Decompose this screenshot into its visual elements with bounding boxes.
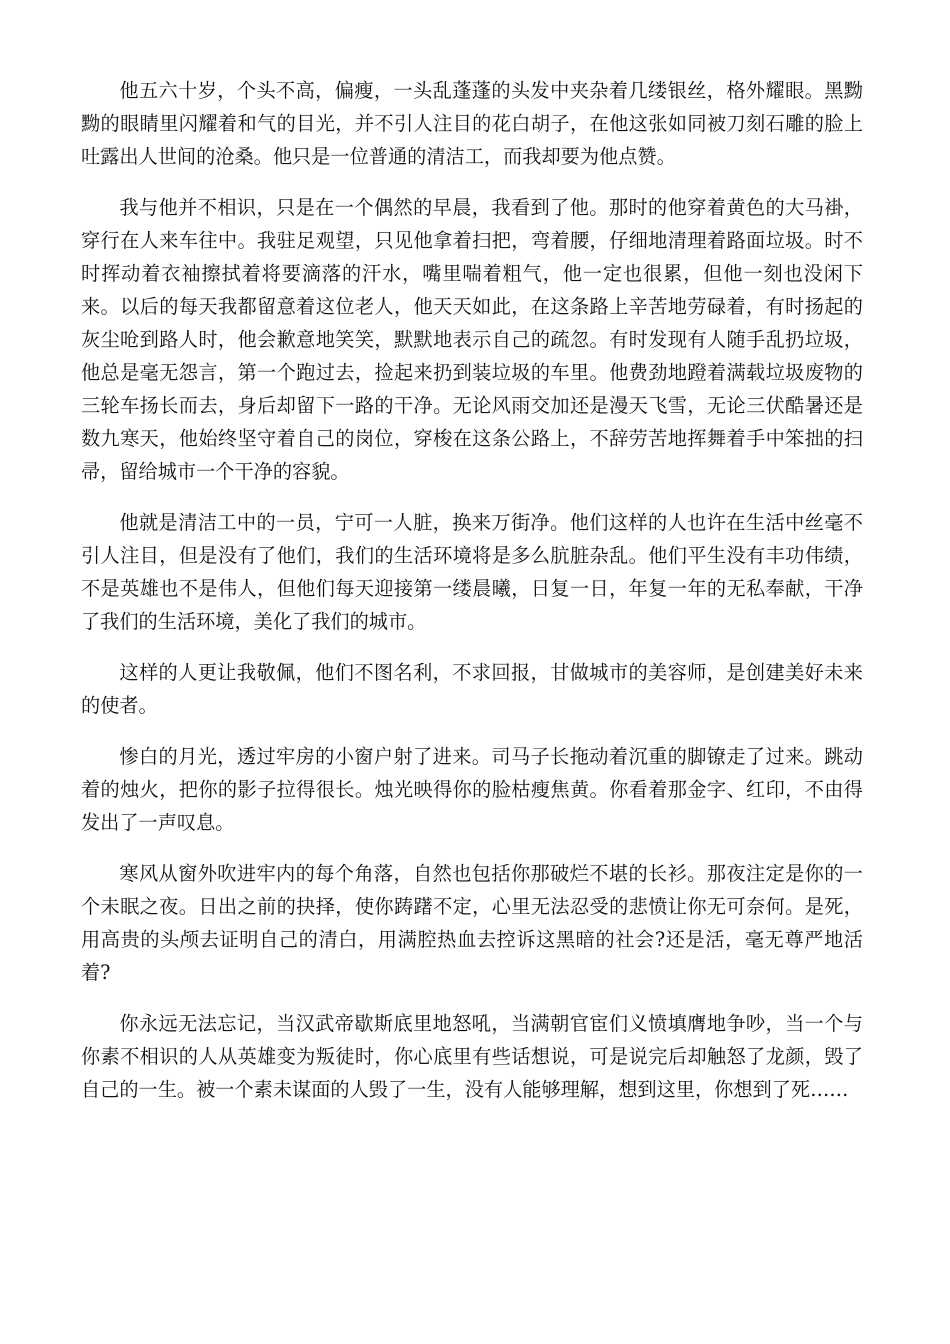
paragraph-4: 这样的人更让我敬佩，他们不图名利，不求回报，甘做城市的美容师，是创建美好未来的使者。 — [81, 661, 863, 717]
paragraph-2: 我与他并不相识，只是在一个偶然的早晨，我看到了他。那时的他穿着黄色的大马褂，穿行在人来车往中。我驻足观望，只见他拿着扫把，弯着腰，仔细地清理着路面垃圾。时不时挥动着衣袖擦拭着将要滴落的汗水，嘴里喘着粗气，他一定也很累，但他一刻也没闲下来。以后的每天我都留意着这位老人，他天天如此，在这条路上辛苦地劳碌着，有时扬起的灰尘呛到路人时，他会歉意地笑笑，默默地表示自己的疏忽。有时发现有人随手乱扔垃圾，他总是毫无怨言，第一个跑过去，捡起来扔到装垃圾的车里。他费劲地蹬着满载垃圾废物的三轮车扬长而去，身后却留下一路的干净。无论风雨交加还是漫天飞雪，无论三伏酷暑还是数九寒天，他始终坚守着自己的岗位，穿梭在这条公路上，不辞劳苦地挥舞着手中笨拙的扫帚，留给城市一个干净的容貌。 — [81, 196, 863, 483]
paragraph-6: 寒风从窗外吹进牢内的每个角落，自然也包括你那破烂不堪的长衫。那夜注定是你的一个未眠之夜。日出之前的抉择，使你踌躇不定，心里无法忍受的悲愤让你无可奈何。是死，用高贵的头颅去证明自己的清白，用满腔热血去控诉这黑暗的社会?还是活，毫无尊严地活着? — [81, 862, 863, 984]
paragraph-3: 他就是清洁工中的一员，宁可一人脏，换来万街净。他们这样的人也许在生活中丝毫不引人注目，但是没有了他们，我们的生活环境将是多么肮脏杂乱。他们平生没有丰功伟绩，不是英雄也不是伟人，但他们每天迎接第一缕晨曦，日复一日，年复一年的无私奉献，干净了我们的生活环境，美化了我们的城市。 — [81, 511, 863, 633]
paragraph-1: 他五六十岁，个头不高，偏瘦，一头乱蓬蓬的头发中夹杂着几缕银丝，格外耀眼。黑黝黝的眼睛里闪耀着和气的目光，并不引人注目的花白胡子，在他这张如同被刀刻石雕的脸上吐露出人世间的沧桑。他只是一位普通的清洁工，而我却要为他点赞。 — [81, 79, 863, 168]
document-body — [81, 74, 863, 1124]
paragraph-5: 惨白的月光，透过牢房的小窗户射了进来。司马子长拖动着沉重的脚镣走了过来。跳动着的烛火，把你的影子拉得很长。烛光映得你的脸枯瘦焦黄。你看着那金字、红印，不由得发出了一声叹息。 — [81, 745, 863, 834]
paragraph-7: 你永远无法忘记，当汉武帝歇斯底里地怒吼，当满朝官宦们义愤填膺地争吵，当一个与你素不相识的人从英雄变为叛徒时，你心底里有些话想说，可是说完后却触怒了龙颜，毁了自己的一生。被一个素未谋面的人毁了一生，没有人能够理解，想到这里，你想到了死…… — [81, 1012, 863, 1101]
